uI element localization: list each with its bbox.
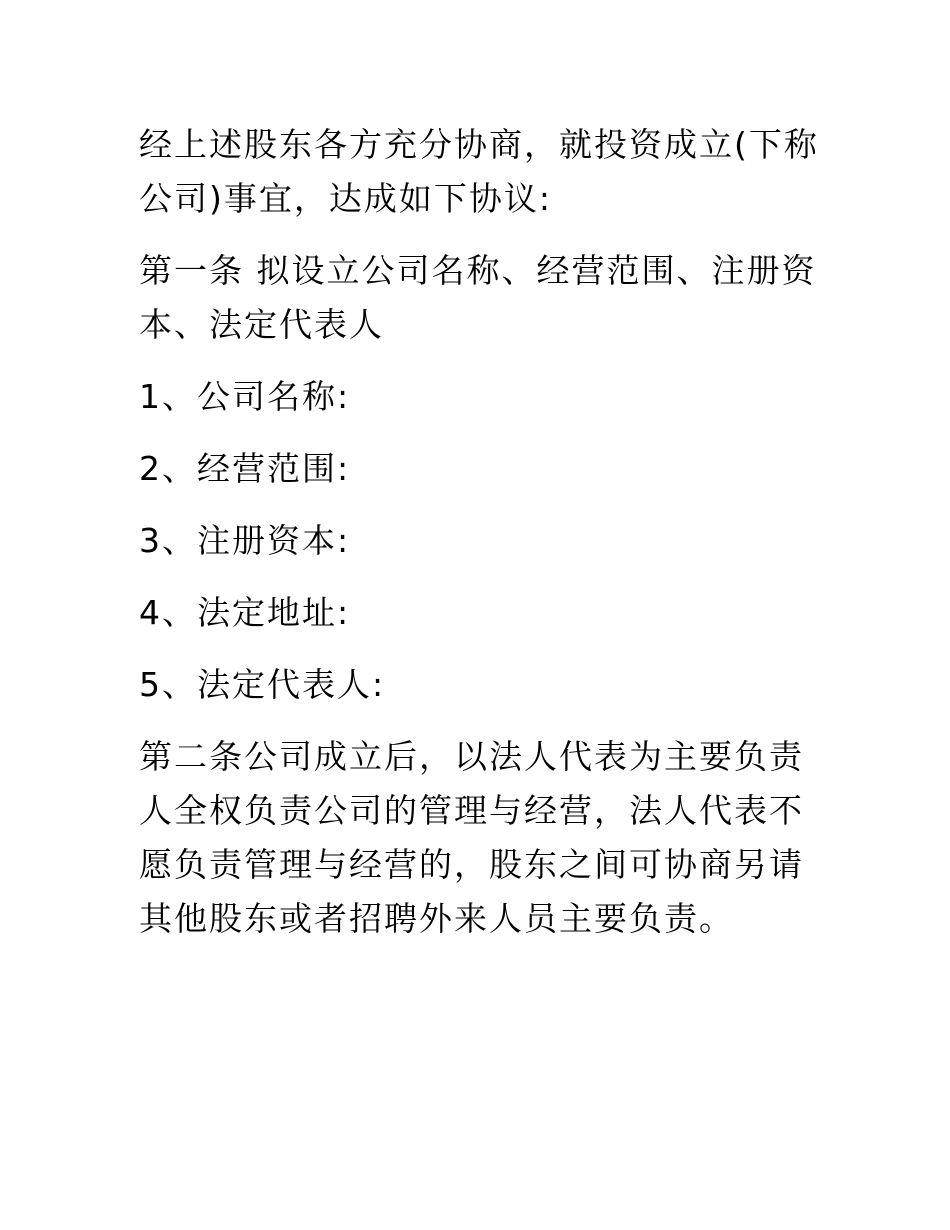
article-two-paragraph: 第二条公司成立后，以法人代表为主要负责人全权负责公司的管理与经营，法人代表不愿负责管理与经营的，股东之间可协商另请其他股东或者招聘外来人员主要负责。 (139, 737, 804, 938)
item-registered-capital: 3、注册资本: (139, 521, 351, 560)
item-business-scope: 2、经营范围: (139, 449, 351, 488)
document-body (139, 118, 819, 964)
item-legal-address: 4、法定地址: (139, 593, 351, 632)
intro-paragraph: 经上述股东各方充分协商，就投资成立(下称公司)事宜，达成如下协议: (139, 125, 819, 218)
article-one-heading: 第一条 拟设立公司名称、经营范围、注册资本、法定代表人 (139, 251, 817, 344)
item-legal-representative: 5、法定代表人: (139, 665, 386, 704)
item-company-name: 1、公司名称: (139, 377, 351, 416)
